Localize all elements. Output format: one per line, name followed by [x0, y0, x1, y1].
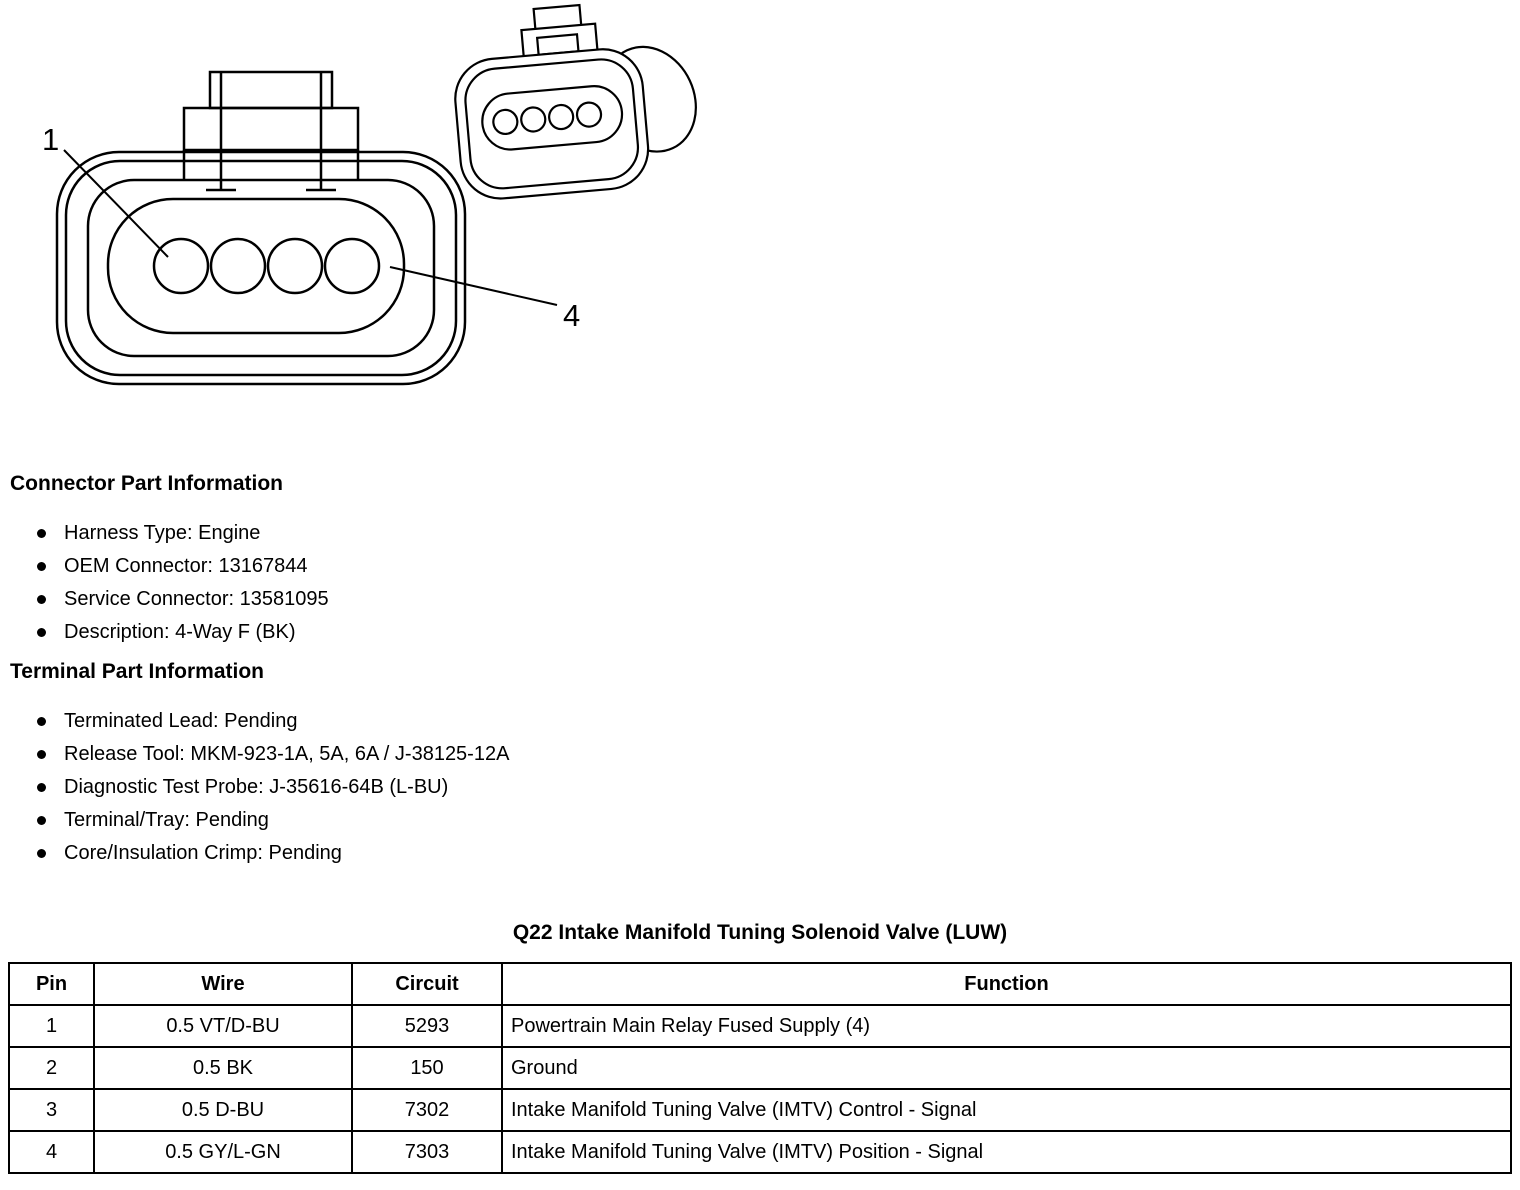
- list-item: [10, 550, 830, 583]
- circuit-cell: 7303: [352, 1131, 502, 1173]
- wire-cell: 0.5 VT/D-BU: [94, 1005, 352, 1047]
- circuit-column-header: Circuit: [352, 963, 502, 1005]
- list-item-text: Diagnostic Test Probe: J-35616-64B (L-BU): [64, 776, 449, 798]
- terminal-part-info-heading: Terminal Part Information: [10, 660, 264, 683]
- pin-cell: 1: [9, 1005, 94, 1047]
- list-item-text: Core/Insulation Crimp: Pending: [64, 842, 342, 864]
- list-item-text: Harness Type: Engine: [64, 522, 261, 544]
- callout-4-leader: [390, 267, 557, 305]
- pin-column-header: Pin: [9, 963, 94, 1005]
- pin-cell: 3: [9, 1089, 94, 1131]
- callout-4-label: 4: [563, 298, 581, 333]
- list-item: [10, 517, 830, 550]
- table-row: [9, 1089, 1511, 1131]
- callout-1-label: 1: [42, 122, 60, 157]
- bullet-icon: [37, 783, 46, 792]
- circuit-cell: 150: [352, 1047, 502, 1089]
- table-header-row: [9, 963, 1511, 1005]
- list-item-text: OEM Connector: 13167844: [64, 555, 308, 577]
- wire-cell: 0.5 BK: [94, 1047, 352, 1089]
- wire-column-header: Wire: [94, 963, 352, 1005]
- circuit-cell: 5293: [352, 1005, 502, 1047]
- list-item: [10, 705, 830, 738]
- connector-perspective-view-diagram: [448, 0, 717, 202]
- pinout-section: [8, 920, 1512, 1174]
- list-item: [10, 837, 830, 870]
- wire-cell: 0.5 GY/L-GN: [94, 1131, 352, 1173]
- function-column-header: Function: [502, 963, 1511, 1005]
- circuit-cell: 7302: [352, 1089, 502, 1131]
- list-item-text: Description: 4-Way F (BK): [64, 621, 296, 643]
- table-title: Q22 Intake Manifold Tuning Solenoid Valve (LUW): [512, 921, 1008, 944]
- list-item: [10, 804, 830, 837]
- list-item-text: Terminated Lead: Pending: [64, 710, 298, 732]
- pin-cell: 4: [9, 1131, 94, 1173]
- bullet-icon: [37, 816, 46, 825]
- bullet-icon: [37, 562, 46, 571]
- connector-part-info-list: [10, 517, 830, 649]
- table-row: [9, 1047, 1511, 1089]
- callout-1-leader: [64, 150, 168, 257]
- bullet-icon: [37, 628, 46, 637]
- function-cell: Intake Manifold Tuning Valve (IMTV) Control - Signal: [502, 1089, 1511, 1131]
- part-information: [10, 471, 830, 880]
- pinout-table: [8, 962, 1512, 1174]
- bullet-icon: [37, 595, 46, 604]
- list-item: [10, 616, 830, 649]
- list-item-text: Service Connector: 13581095: [64, 588, 329, 610]
- wire-cell: 0.5 D-BU: [94, 1089, 352, 1131]
- connector-front-view-diagram: [57, 72, 465, 384]
- bullet-icon: [37, 849, 46, 858]
- pin-cell: 2: [9, 1047, 94, 1089]
- connector-part-info-heading: Connector Part Information: [10, 472, 284, 495]
- list-item: [10, 738, 830, 771]
- table-row: [9, 1131, 1511, 1173]
- terminal-part-info-list: [10, 705, 830, 870]
- table-row: [9, 1005, 1511, 1047]
- list-item: [10, 771, 830, 804]
- function-cell: Intake Manifold Tuning Valve (IMTV) Position - Signal: [502, 1131, 1511, 1173]
- list-item: [10, 583, 830, 616]
- list-item-text: Release Tool: MKM-923-1A, 5A, 6A / J-38125-12A: [64, 743, 510, 765]
- connector-diagrams: [0, 0, 760, 440]
- function-cell: Ground: [502, 1047, 1511, 1089]
- bullet-icon: [37, 529, 46, 538]
- bullet-icon: [37, 717, 46, 726]
- list-item-text: Terminal/Tray: Pending: [64, 809, 269, 831]
- bullet-icon: [37, 750, 46, 759]
- function-cell: Powertrain Main Relay Fused Supply (4): [502, 1005, 1511, 1047]
